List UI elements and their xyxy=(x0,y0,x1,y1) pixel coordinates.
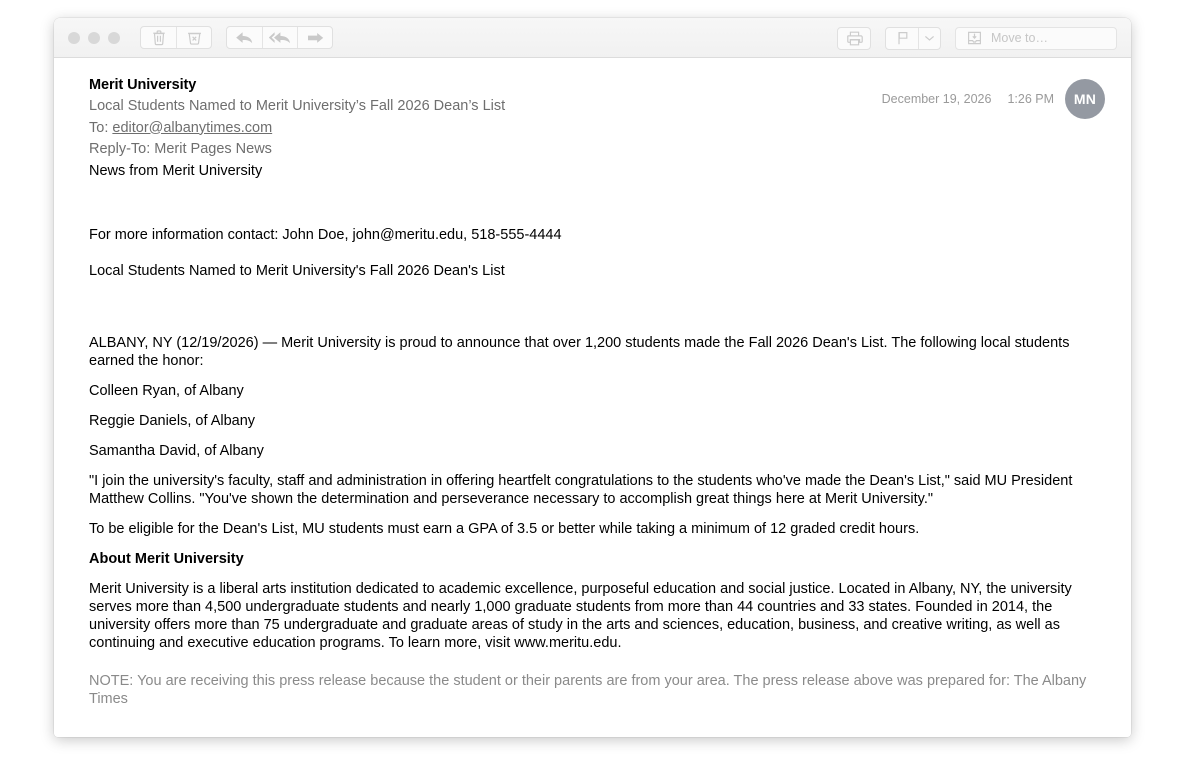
archive-box-icon xyxy=(186,29,203,46)
press-release-headline: Local Students Named to Merit University's Fall 2026 Dean's List xyxy=(89,263,505,279)
mail-message-window xyxy=(54,18,1131,737)
about-heading: About Merit University xyxy=(89,551,244,567)
avatar-initials: MN xyxy=(1073,91,1097,107)
move-to-label: Move to… xyxy=(991,31,1048,45)
archive-button[interactable] xyxy=(176,27,211,48)
message-body xyxy=(54,182,1131,708)
flag-menu-button[interactable] xyxy=(918,28,940,49)
delete-button[interactable] xyxy=(141,27,176,48)
window-controls xyxy=(68,32,120,44)
print-button[interactable] xyxy=(838,28,870,49)
move-to-folder-icon xyxy=(966,30,983,46)
body-top-spacer xyxy=(89,182,1096,226)
from-line: News from Merit University xyxy=(89,162,263,179)
close-window-button[interactable] xyxy=(68,32,80,44)
about-paragraph: Merit University is a liberal arts institution dedicated to academic excellence, purposeful education and social justice. Located in Albany, NY, the university serves more than 4,500 undergraduate students and nearly 1,000 graduate students from more than 44 countries and 33 states. Founded in 2014, the university offers more than 75 undergraduate and graduate areas of study in the arts and sciences, education, business, and creative writing, as well as continuing and executive education programs. To learn more, visit www.meritu.edu. xyxy=(89,581,1072,651)
note-paragraph: NOTE: You are receiving this press release because the student or their parents are from your area. The press release above was prepared for: The Albany Times xyxy=(89,673,1087,707)
sender-name: Merit University xyxy=(89,77,197,93)
trash-icon xyxy=(151,29,167,46)
contact-line: For more information contact: John Doe, john@meritu.edu, 518-555-4444 xyxy=(89,227,562,243)
recipient-email-link[interactable]: editor@albanytimes.com xyxy=(112,119,273,136)
message-timestamp xyxy=(882,92,1054,106)
move-to-button[interactable] xyxy=(955,27,1117,50)
flag-group xyxy=(885,27,941,50)
student-list-item: Reggie Daniels, of Albany xyxy=(89,413,256,429)
message-date: December 19, 2026 xyxy=(881,92,992,106)
printer-icon xyxy=(845,30,864,47)
message-header-left xyxy=(89,74,505,182)
print-group xyxy=(837,27,871,50)
avatar xyxy=(1065,79,1105,119)
reply-all-arrow-icon xyxy=(269,31,292,45)
body-mid-spacer xyxy=(89,292,1096,334)
reply-all-button[interactable] xyxy=(262,27,297,48)
to-label: To: xyxy=(89,119,109,136)
message-header xyxy=(54,58,1131,182)
message-content-area xyxy=(54,58,1131,737)
message-subject: Local Students Named to Merit University’s Fall 2026 Dean’s List xyxy=(89,98,506,114)
reply-to-line: Reply-To: Merit Pages News xyxy=(89,141,272,157)
delete-archive-group xyxy=(140,26,212,49)
reply-button[interactable] xyxy=(227,27,262,48)
flag-button[interactable] xyxy=(886,28,918,49)
quote-paragraph: "I join the university's faculty, staff and administration in offering heartfelt congratulations to the students who've made the Dean's List," said MU President Matthew Collins. "You've shown the determination and perseverance necessary to accomplish great things here at Merit University." xyxy=(89,473,1073,507)
student-list-item: Samantha David, of Albany xyxy=(89,443,264,459)
reply-forward-group xyxy=(226,26,333,49)
eligibility-paragraph: To be eligible for the Dean's List, MU students must earn a GPA of 3.5 or better while taking a minimum of 12 graded credit hours. xyxy=(89,521,920,537)
forward-arrow-icon xyxy=(306,31,325,45)
lede-paragraph: ALBANY, NY (12/19/2026) — Merit University is proud to announce that over 1,200 students made the Fall 2026 Dean's List. The following local students earned the honor: xyxy=(89,335,1070,369)
flag-icon xyxy=(895,30,910,46)
message-time: 1:26 PM xyxy=(1007,92,1054,106)
message-header-right xyxy=(882,74,1105,119)
forward-button[interactable] xyxy=(297,27,332,48)
toolbar-right-group xyxy=(837,18,1117,58)
reply-arrow-icon xyxy=(235,31,254,45)
chevron-down-icon xyxy=(924,34,935,42)
minimize-window-button[interactable] xyxy=(88,32,100,44)
message-toolbar xyxy=(54,18,1131,58)
zoom-window-button[interactable] xyxy=(108,32,120,44)
student-list-item: Colleen Ryan, of Albany xyxy=(89,383,244,399)
recipient-line xyxy=(89,118,505,140)
